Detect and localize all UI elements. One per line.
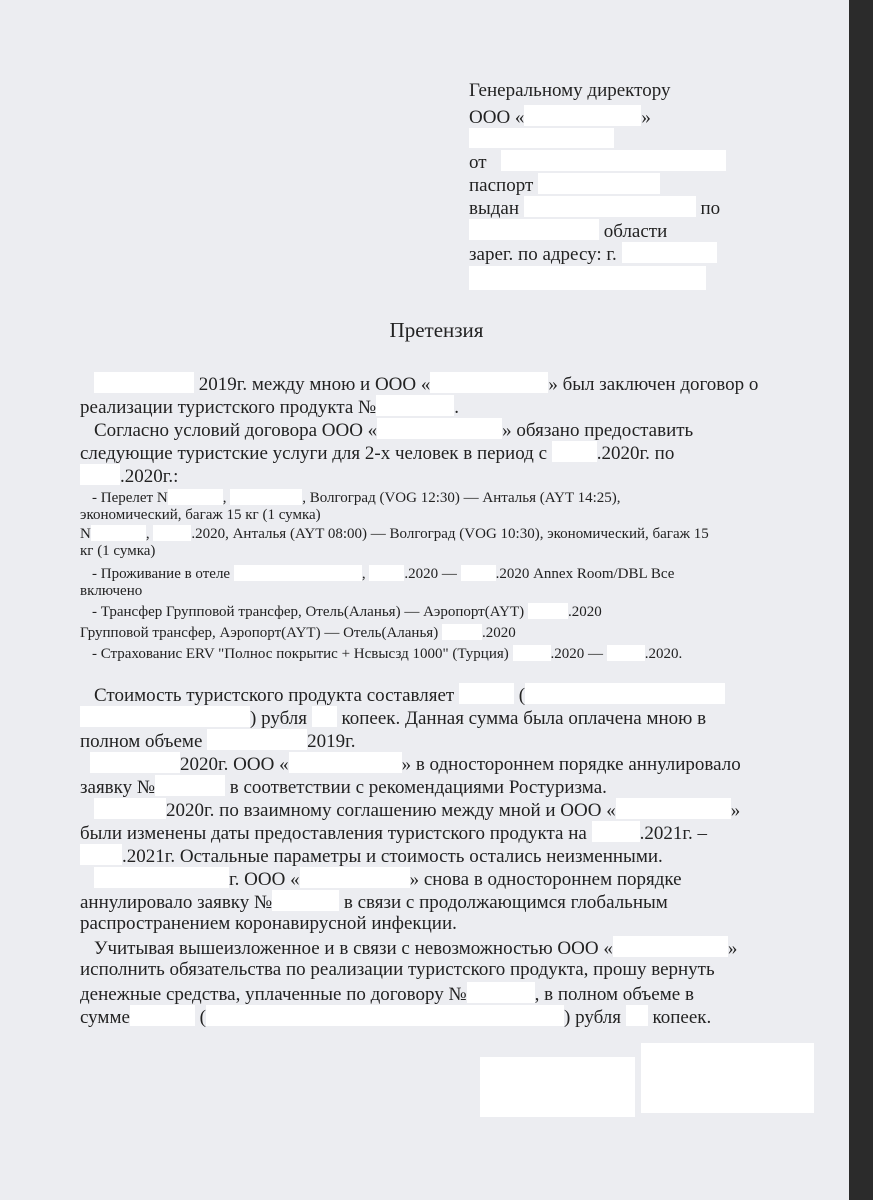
redacted-field	[312, 706, 337, 727]
redacted-field	[613, 936, 728, 957]
scan-edge	[849, 0, 873, 1200]
redacted-field	[91, 525, 146, 541]
redacted-signature-date	[480, 1057, 635, 1117]
paragraph-2: следующие туристские услуги для 2-х человек в период с .2020г. по	[80, 443, 675, 464]
service-hotel: - Проживание в отеле , .2020 — .2020 Annex Room/DBL Все	[92, 566, 675, 582]
redacted-field	[300, 867, 410, 888]
document-title: Претензия	[389, 318, 484, 342]
redacted-field	[369, 565, 404, 581]
paragraph-5: .2021г. Остальные параметры и стоимость остались неизменными.	[80, 844, 663, 868]
paragraph-5: 2020г. по взаимному соглашению между мной и ООО « »	[94, 798, 740, 822]
redacted-field	[272, 890, 339, 911]
redacted-field	[289, 752, 402, 773]
redacted-field	[467, 982, 535, 1003]
redacted-field	[469, 128, 614, 148]
paragraph-2: .2020г.:	[80, 464, 178, 488]
paragraph-3: Стоимость туристского продукта составляет (	[94, 683, 725, 707]
paragraph-3: ) рубля копеек. Данная сумма была оплачена мною в	[80, 706, 706, 730]
redacted-field	[552, 441, 597, 462]
redacted-field	[377, 418, 502, 439]
paragraph-7: денежные средства, уплаченные по договору № , в полном объеме в	[80, 984, 694, 1005]
service-flight-return: N , .2020, Анталья (AYT 08:00) — Волгоград (VOG 10:30), экономический, багаж 15	[80, 526, 709, 542]
redacted-field	[592, 821, 640, 842]
service-transfer: Групповой трансфер, Аэропорт(AYT) — Отель(Аланья) .2020	[80, 625, 516, 641]
paragraph-7: исполнить обязательства по реализации туристского продукта, прошу вернуть	[80, 959, 715, 980]
redacted-field	[94, 798, 166, 819]
paragraph-1: реализации туристского продукта № .	[80, 397, 459, 418]
service-flight-return: кг (1 сумка)	[80, 543, 156, 559]
redacted-field	[230, 489, 302, 505]
redacted-field	[80, 464, 120, 485]
redacted-field	[430, 372, 548, 393]
redacted-field	[626, 1005, 648, 1026]
redacted-field	[207, 729, 307, 750]
sender-passport: паспорт	[469, 173, 660, 197]
addressee-title: Генеральному директору	[469, 80, 671, 101]
redacted-field	[469, 219, 599, 240]
redacted-field	[376, 395, 454, 416]
sender-name: от	[469, 150, 726, 174]
redacted-field	[130, 1005, 195, 1026]
service-hotel: включено	[80, 583, 143, 599]
redacted-field	[234, 565, 362, 581]
redacted-field	[524, 105, 641, 126]
redacted-field	[442, 624, 482, 640]
redacted-field	[524, 196, 696, 217]
redacted-field	[538, 173, 660, 194]
redacted-field	[525, 683, 725, 704]
redacted-field	[168, 489, 223, 505]
service-transfer: - Трансфер Групповой трансфер, Отель(Аланья) — Аэропорт(AYT) .2020	[92, 604, 602, 620]
paragraph-7: сумме ( ) рубля копеек.	[80, 1007, 712, 1028]
redacted-field	[153, 525, 191, 541]
paragraph-6: аннулировало заявку № в связи с продолжающимся глобальным	[80, 892, 668, 913]
addressee-company: ООО « »	[469, 107, 651, 128]
paragraph-7: Учитывая вышеизложенное и в связи с невозможностью ООО « »	[94, 938, 738, 959]
redacted-field	[90, 752, 180, 773]
paragraph-6: распространением коронавирусной инфекции.	[80, 913, 457, 934]
redacted-field	[80, 706, 250, 727]
paragraph-3: полном объеме 2019г.	[80, 731, 356, 752]
redacted-field	[94, 372, 194, 393]
paragraph-1: 2019г. между мною и ООО « » был заключен договор о	[94, 372, 758, 396]
redacted-field	[94, 867, 229, 888]
passport-issued: выдан по	[469, 198, 721, 219]
service-flight: экономический, багаж 15 кг (1 сумка)	[80, 507, 321, 523]
redacted-field	[461, 565, 496, 581]
sender-address: зарег. по адресу: г.	[469, 242, 717, 266]
redacted-signature	[641, 1043, 814, 1113]
redacted-field	[528, 603, 568, 619]
paragraph-4: 2020г. ООО « » в одностороннем порядке аннулировало	[90, 752, 741, 776]
redacted-field	[616, 798, 731, 819]
redacted-field	[513, 645, 551, 661]
redacted-field	[459, 683, 514, 704]
paragraph-5: были изменены даты предоставления туристского продукта на .2021г. –	[80, 823, 707, 844]
redacted-field	[607, 645, 645, 661]
redacted-field	[622, 242, 717, 263]
redacted-field	[155, 775, 225, 796]
redacted-field	[206, 1005, 564, 1026]
redacted-field	[501, 150, 726, 171]
redacted-field	[80, 844, 122, 865]
service-insurance: - Страхованис ERV "Полнос покрытис + Нсвысзд 1000" (Турция) .2020 — .2020.	[92, 646, 683, 662]
paragraph-6: г. ООО « » снова в одностороннем порядке	[94, 867, 682, 891]
passport-region: области	[469, 219, 667, 243]
paragraph-2: Согласно условий договора ООО « » обязано предоставить	[94, 420, 694, 441]
redacted-field	[469, 266, 706, 290]
service-flight: - Перелет N , , Волгоград (VOG 12:30) — Анталья (AYT 14:25),	[92, 490, 621, 506]
paragraph-4: заявку № в соответствии с рекомендациями Ростуризма.	[80, 777, 607, 798]
